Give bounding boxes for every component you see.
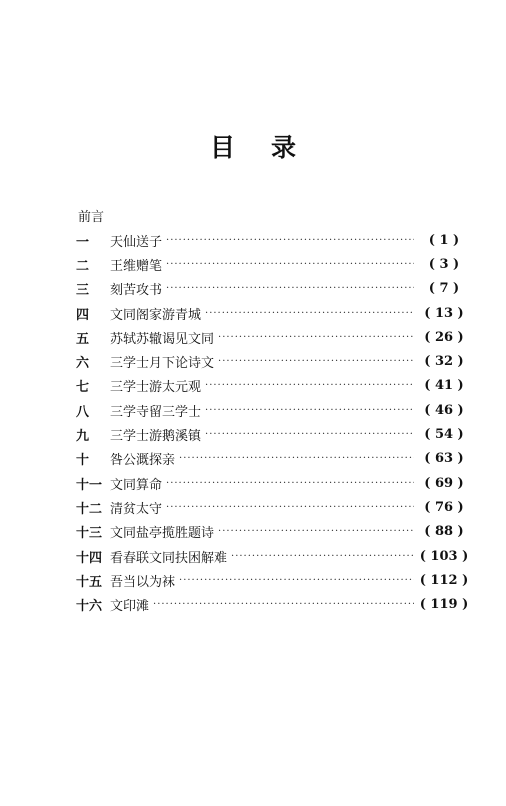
toc-entry bbox=[76, 422, 470, 446]
chapter-number: 十 bbox=[76, 453, 90, 469]
page-number: ( 41 ) bbox=[424, 378, 464, 394]
page-number: ( 112 ) bbox=[419, 572, 469, 588]
toc-entry bbox=[76, 277, 470, 301]
page-number: ( 7 ) bbox=[428, 281, 460, 297]
chapter-number: 九 bbox=[76, 429, 90, 445]
page-title bbox=[0, 128, 506, 164]
chapter-title: 三学寺留三学士 bbox=[110, 404, 202, 420]
leader-dots bbox=[153, 599, 414, 610]
leader-dots bbox=[166, 502, 414, 513]
chapter-title: 文印滩 bbox=[110, 599, 150, 615]
leader-dots bbox=[166, 478, 414, 489]
title-char-1: 目 bbox=[209, 133, 235, 162]
chapter-number: 十五 bbox=[76, 574, 103, 590]
chapter-title: 三学士游太元观 bbox=[110, 380, 202, 396]
chapter-number: 八 bbox=[76, 404, 90, 420]
leader-dots bbox=[205, 308, 414, 319]
leader-dots bbox=[218, 332, 414, 343]
page-number: ( 63 ) bbox=[424, 451, 464, 467]
toc-entry bbox=[76, 349, 470, 373]
page-number: ( 32 ) bbox=[424, 354, 464, 370]
page-number: ( 69 ) bbox=[424, 475, 464, 491]
chapter-number: 二 bbox=[76, 258, 90, 274]
leader-dots bbox=[179, 453, 414, 464]
chapter-title: 三学士月下论诗文 bbox=[110, 356, 215, 372]
chapter-number: 六 bbox=[76, 356, 90, 372]
chapter-title: 清贫太守 bbox=[110, 501, 163, 517]
page-number: ( 13 ) bbox=[424, 305, 464, 321]
chapter-title: 看春联文同扶困解难 bbox=[110, 550, 228, 566]
table-of-contents bbox=[76, 228, 470, 617]
toc-entry bbox=[76, 325, 470, 349]
chapter-title: 刻苦攻书 bbox=[110, 283, 163, 299]
page-number: ( 119 ) bbox=[419, 597, 469, 613]
toc-entry bbox=[76, 495, 470, 519]
toc-entry bbox=[76, 374, 470, 398]
chapter-number: 四 bbox=[76, 307, 90, 323]
chapter-title: 文同算命 bbox=[110, 477, 163, 493]
toc-entry bbox=[76, 252, 470, 276]
chapter-number: 十六 bbox=[76, 599, 103, 615]
page-number: ( 26 ) bbox=[424, 329, 464, 345]
toc-preface: 前言 bbox=[78, 210, 105, 225]
leader-dots bbox=[179, 575, 414, 586]
chapter-title: 苏轼苏辙谒见文同 bbox=[110, 331, 215, 347]
chapter-title: 吾当以为袜 bbox=[110, 574, 176, 590]
toc-entry bbox=[76, 228, 470, 252]
leader-dots bbox=[218, 526, 414, 537]
leader-dots bbox=[205, 405, 414, 416]
toc-entry bbox=[76, 398, 470, 422]
chapter-number: 十四 bbox=[76, 550, 103, 566]
chapter-number: 三 bbox=[76, 283, 90, 299]
page-number: ( 88 ) bbox=[424, 524, 464, 540]
leader-dots bbox=[166, 283, 414, 294]
chapter-title: 王维赠笔 bbox=[110, 258, 163, 274]
page-number: ( 76 ) bbox=[424, 499, 464, 515]
chapter-number: 十一 bbox=[76, 477, 103, 493]
chapter-title: 天仙送子 bbox=[110, 234, 163, 250]
page-number: ( 46 ) bbox=[424, 402, 464, 418]
leader-dots bbox=[166, 235, 414, 246]
page-number: ( 3 ) bbox=[428, 256, 460, 272]
chapter-number: 五 bbox=[76, 331, 90, 347]
leader-dots bbox=[205, 380, 414, 391]
toc-entry bbox=[76, 471, 470, 495]
chapter-number: 十三 bbox=[76, 526, 103, 542]
leader-dots bbox=[231, 551, 414, 562]
chapter-title: 咎公溉探亲 bbox=[110, 453, 176, 469]
chapter-number: 十二 bbox=[76, 501, 103, 517]
leader-dots bbox=[205, 429, 414, 440]
page-number: ( 54 ) bbox=[424, 427, 464, 443]
toc-entry bbox=[76, 447, 470, 471]
page-number: ( 103 ) bbox=[419, 548, 469, 564]
toc-entry bbox=[76, 520, 470, 544]
toc-entry bbox=[76, 568, 470, 592]
toc-entry bbox=[76, 301, 470, 325]
chapter-title: 三学士游鹅溪镇 bbox=[110, 429, 202, 445]
page-number: ( 1 ) bbox=[428, 232, 460, 248]
chapter-number: 一 bbox=[76, 234, 90, 250]
chapter-title: 文同盐亭揽胜题诗 bbox=[110, 526, 215, 542]
toc-entry bbox=[76, 544, 470, 568]
leader-dots bbox=[218, 356, 414, 367]
title-char-2: 录 bbox=[271, 133, 297, 162]
leader-dots bbox=[166, 259, 414, 270]
chapter-number: 七 bbox=[76, 380, 90, 396]
toc-entry bbox=[76, 592, 470, 616]
chapter-title: 文同阁家游青城 bbox=[110, 307, 202, 323]
